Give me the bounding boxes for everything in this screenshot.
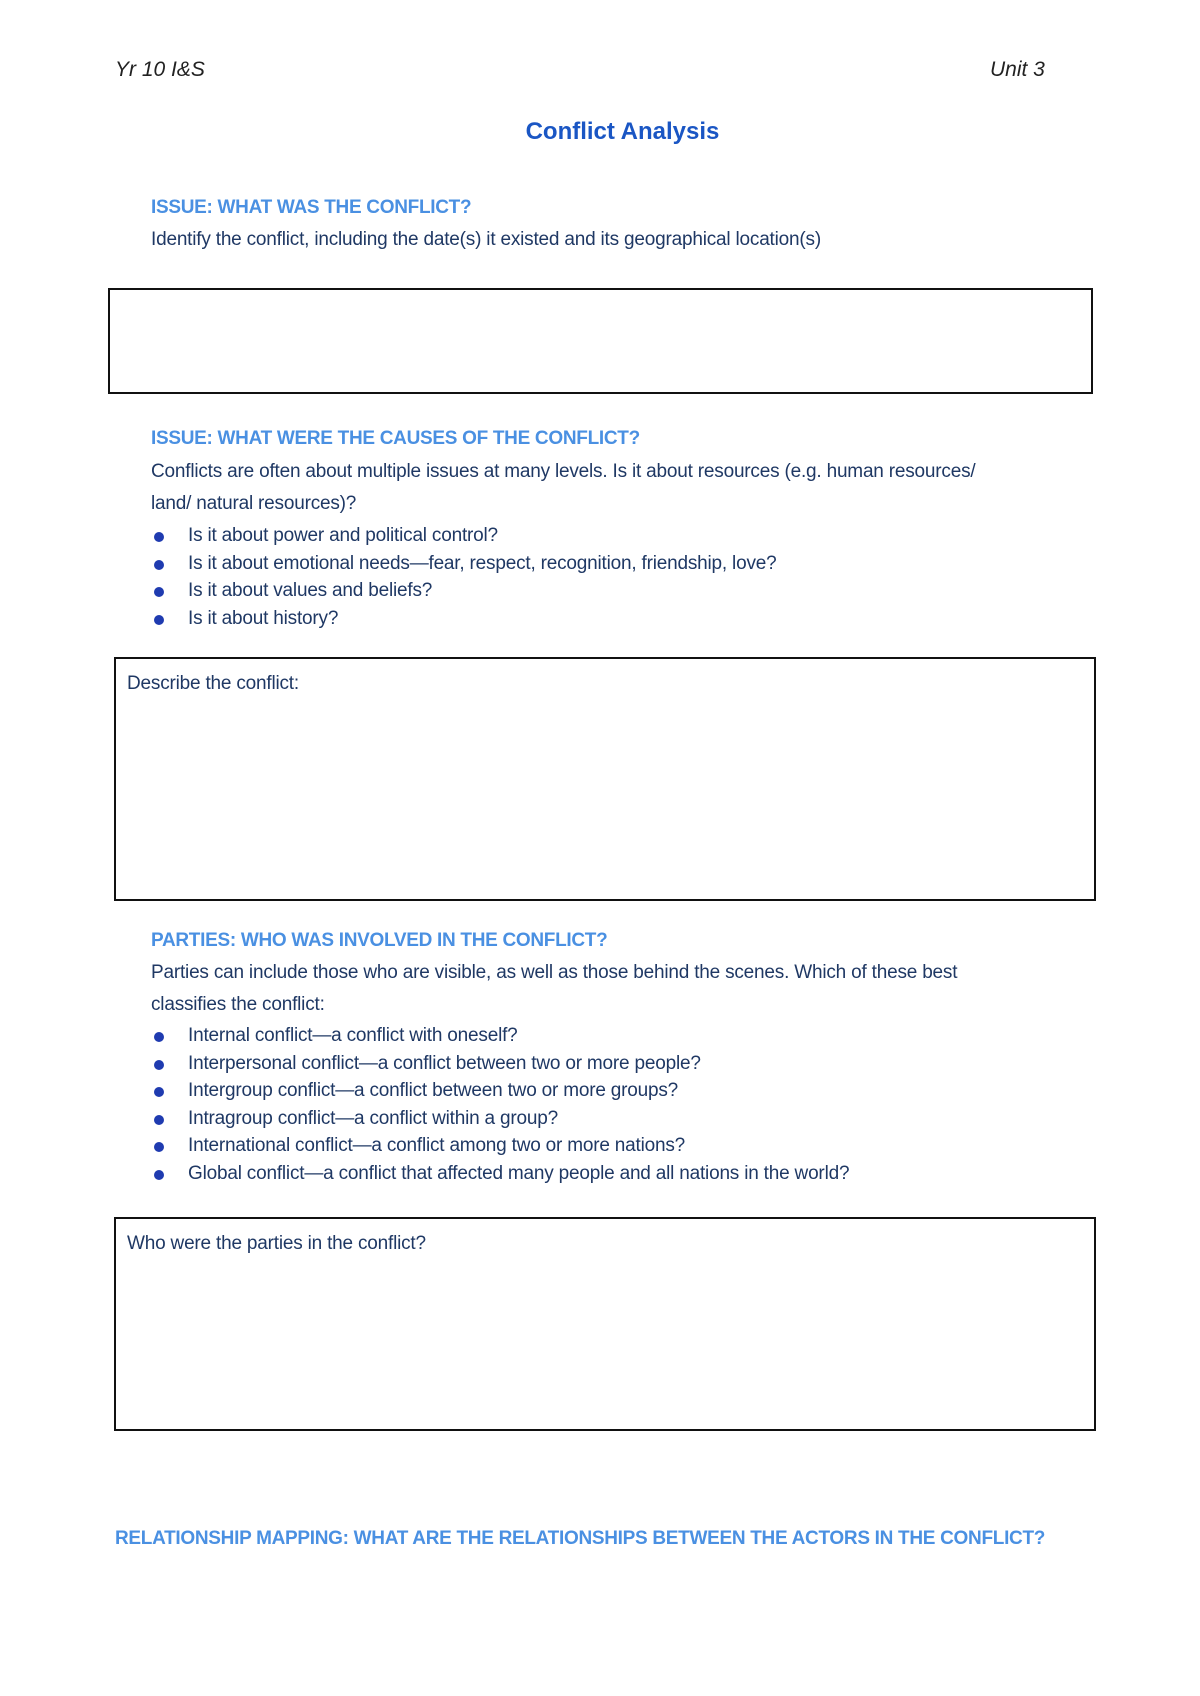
list-item: Is it about emotional needs—fear, respect, recognition, friendship, love? — [151, 550, 1131, 578]
list-item: Intragroup conflict—a conflict within a group? — [151, 1105, 1131, 1133]
parties-box-label: Who were the parties in the conflict? — [127, 1233, 426, 1254]
section-parties-instructions-line1: Parties can include those who are visible, as well as those behind the scenes. Which of these best — [151, 962, 958, 983]
list-item: Is it about history? — [151, 605, 1131, 633]
bullet-icon — [154, 1060, 164, 1070]
list-item: Is it about power and political control? — [151, 522, 1131, 550]
list-item: Intergroup conflict—a conflict between two or more groups? — [151, 1077, 1131, 1105]
section-causes-instructions-line2: land/ natural resources)? — [151, 493, 357, 514]
bullet-icon — [154, 1087, 164, 1097]
section-causes-heading: ISSUE: WHAT WERE THE CAUSES OF THE CONFLICT? — [151, 428, 640, 449]
section-issue-instructions: Identify the conflict, including the date(s) it existed and its geographical location(s) — [151, 229, 821, 250]
header-course: Yr 10 I&S — [115, 58, 205, 81]
bullet-icon — [154, 1142, 164, 1152]
describe-conflict-label: Describe the conflict: — [127, 673, 299, 694]
section-parties-heading: PARTIES: WHO WAS INVOLVED IN THE CONFLICT? — [151, 930, 608, 951]
bullet-icon — [154, 1115, 164, 1125]
list-item: Is it about values and beliefs? — [151, 577, 1131, 605]
parties-bullet-list — [151, 1022, 1131, 1187]
list-item: Global conflict—a conflict that affected many people and all nations in the world? — [151, 1160, 1131, 1188]
header-unit: Unit 3 — [990, 58, 1045, 81]
describe-conflict-box[interactable] — [114, 657, 1096, 901]
list-item: Internal conflict—a conflict with oneself? — [151, 1022, 1131, 1050]
bullet-icon — [154, 532, 164, 542]
section-causes-instructions-line1: Conflicts are often about multiple issues at many levels. Is it about resources (e.g. human resources/ — [151, 461, 976, 482]
page-title: Conflict Analysis — [525, 118, 720, 145]
list-item: International conflict—a conflict among two or more nations? — [151, 1132, 1131, 1160]
bullet-icon — [154, 560, 164, 570]
parties-box[interactable] — [114, 1217, 1096, 1431]
section-relationship-heading: RELATIONSHIP MAPPING: WHAT ARE THE RELATIONSHIPS BETWEEN THE ACTORS IN THE CONFLICT? — [115, 1528, 1046, 1549]
bullet-icon — [154, 1170, 164, 1180]
section-issue-heading: ISSUE: WHAT WAS THE CONFLICT? — [151, 197, 472, 218]
bullet-icon — [154, 1032, 164, 1042]
bullet-icon — [154, 587, 164, 597]
list-item: Interpersonal conflict—a conflict between two or more people? — [151, 1050, 1131, 1078]
bullet-icon — [154, 615, 164, 625]
causes-bullet-list — [151, 522, 1131, 632]
section-parties-instructions-line2: classifies the conflict: — [151, 994, 325, 1015]
conflict-identification-box[interactable] — [108, 288, 1093, 394]
